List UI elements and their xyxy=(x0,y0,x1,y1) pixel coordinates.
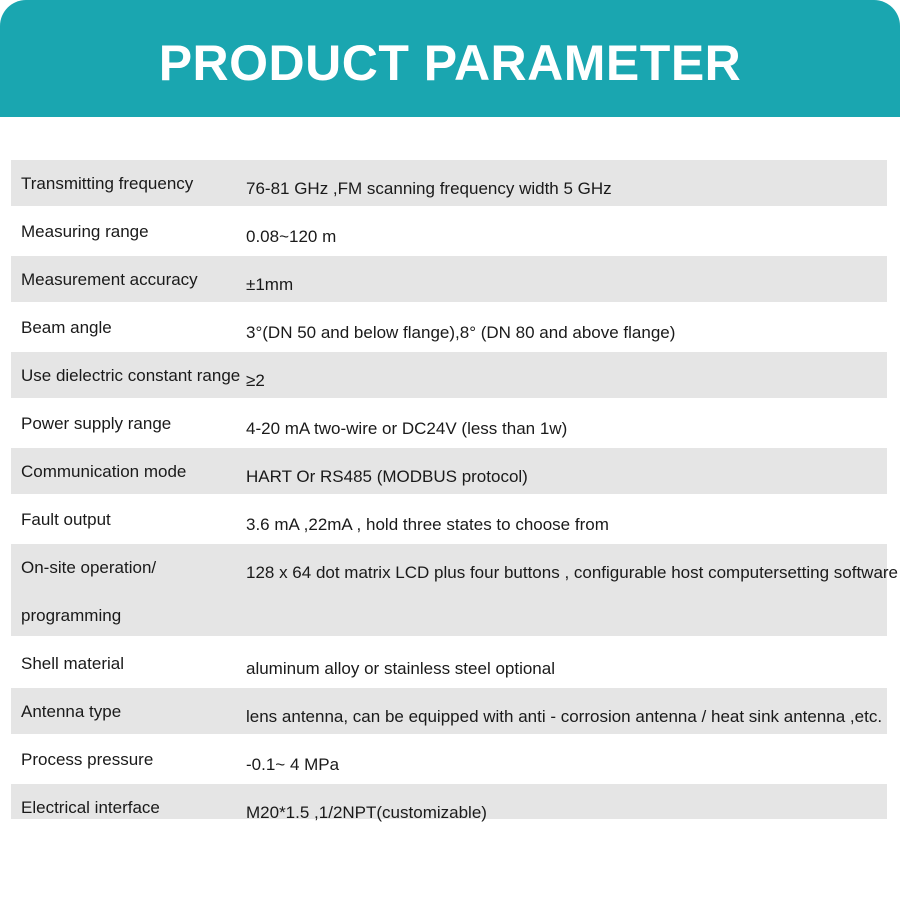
param-label: Communication mode xyxy=(21,462,187,481)
param-value: 76-81 GHz ,FM scanning frequency width 5 GHz xyxy=(246,179,612,198)
param-label: Process pressure xyxy=(21,750,154,769)
table-row xyxy=(11,400,887,448)
table-row xyxy=(11,448,887,496)
param-label: Power supply range xyxy=(21,414,172,433)
page-title: PRODUCT PARAMETER xyxy=(158,34,742,91)
table-row xyxy=(11,640,887,688)
param-value: ≥2 xyxy=(246,371,265,390)
param-label: Measuring range xyxy=(21,222,149,241)
param-value: aluminum alloy or stainless steel optional xyxy=(246,659,555,678)
param-label: Transmitting frequency xyxy=(21,174,194,193)
param-label xyxy=(21,544,156,640)
param-label: Beam angle xyxy=(21,318,112,337)
param-value: 4-20 mA two-wire or DC24V (less than 1w) xyxy=(246,419,568,438)
param-label: Fault output xyxy=(21,510,111,529)
table-row xyxy=(11,304,887,352)
table-row xyxy=(11,544,899,640)
param-value: 3.6 mA ,22mA , hold three states to choose from xyxy=(246,515,609,534)
param-value: 128 x 64 dot matrix LCD plus four buttons , configurable host computersetting software xyxy=(246,563,899,582)
table-row xyxy=(11,784,887,832)
param-label-line1: On-site operation/ xyxy=(21,558,157,577)
param-label: Antenna type xyxy=(21,702,122,721)
param-value: 3°(DN 50 and below flange),8° (DN 80 and above flange) xyxy=(246,323,676,342)
param-label-line2: programming xyxy=(21,606,122,625)
param-value: lens antenna, can be equipped with anti - corrosion antenna / heat sink antenna ,etc. xyxy=(246,707,883,726)
param-value: HART Or RS485 (MODBUS protocol) xyxy=(246,467,528,486)
table-row xyxy=(11,352,887,400)
param-value: 0.08~120 m xyxy=(246,227,337,246)
param-value: M20*1.5 ,1/2NPT(customizable) xyxy=(246,803,487,822)
table-row xyxy=(11,208,887,256)
parameter-table xyxy=(11,160,899,832)
table-row xyxy=(11,496,887,544)
table-row xyxy=(11,256,887,304)
param-label: Measurement accuracy xyxy=(21,270,198,289)
param-value: -0.1~ 4 MPa xyxy=(246,755,340,774)
table-row xyxy=(11,736,887,784)
param-value: ±1mm xyxy=(246,275,294,294)
header-banner xyxy=(0,0,900,117)
table-row xyxy=(11,688,887,736)
param-label: Use dielectric constant range xyxy=(21,366,241,385)
param-label: Shell material xyxy=(21,654,124,673)
param-label: Electrical interface xyxy=(21,798,160,817)
table-row xyxy=(11,160,887,208)
